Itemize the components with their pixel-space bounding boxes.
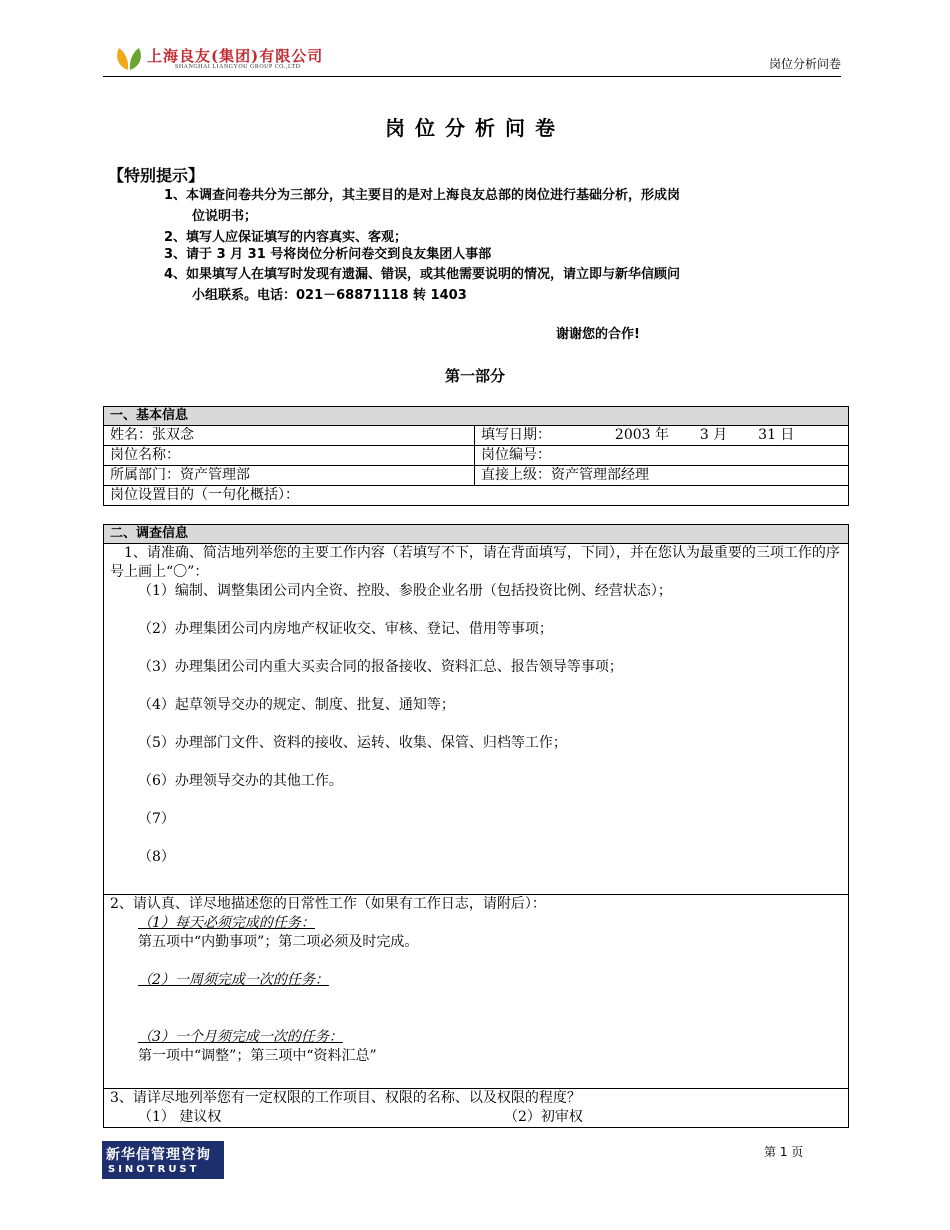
q1-item: （2）办理集团公司内房地产权证收交、审核、登记、借用等事项；	[138, 621, 553, 637]
notice-item-1	[164, 185, 814, 227]
date-year: 2003 年	[614, 427, 669, 443]
q1-item: （7）	[138, 811, 175, 827]
date-month: 3 月	[699, 427, 728, 443]
fill-date-cell[interactable]	[475, 426, 849, 446]
q2-daily-answer: 第五项中“内勤事项”；第二项必须及时完成。	[138, 934, 419, 950]
company-name-en: SHANGHAI LIANGYOU GROUP CO.,LTD	[175, 64, 301, 70]
superior-cell[interactable]: 直接上级：资产管理部经理	[475, 466, 849, 486]
q2-cell[interactable]	[104, 895, 849, 1089]
notice-item-text: 小组联系。电话：021－68871118 转 1403	[192, 288, 467, 303]
section-header-basic: 一、基本信息	[104, 407, 849, 426]
notice-item-4	[164, 264, 814, 306]
q3-items	[110, 1108, 842, 1127]
q2-monthly-label: （3）一个月须完成一次的任务：	[138, 1029, 343, 1045]
q2-weekly-label: （2）一周须完成一次的任务：	[138, 972, 329, 988]
notice-title: 【特别提示】	[108, 166, 205, 185]
q1-item: （1）编制、调整集团公司内全资、控股、参股企业名册（包括投资比例、经营状态）；	[138, 583, 672, 599]
q1-item: （3）办理集团公司内重大买卖合同的报备接收、资料汇总、报告领导等事项；	[138, 659, 623, 675]
notice-item-text: 4、如果填写人在填写时发现有遗漏、错误，或其他需要说明的情况，请立即与新华信顾问	[164, 267, 681, 282]
page-header	[103, 42, 841, 77]
name-cell[interactable]: 姓名：张双念	[104, 426, 475, 446]
leaf-logo-icon	[115, 46, 143, 72]
position-name-cell[interactable]: 岗位名称：	[104, 446, 475, 466]
purpose-cell[interactable]: 岗位设置目的（一句化概括）：	[104, 486, 849, 506]
notice-item-text: 2、填写人应保证填写的内容真实、客观；	[164, 230, 408, 245]
date-label: 填写日期：	[481, 427, 551, 443]
footer-logo-en: SINOTRUST	[108, 1164, 200, 1175]
header-doc-name: 岗位分析问卷	[768, 57, 841, 71]
part-title: 第一部分	[444, 367, 505, 385]
sinotrust-logo	[102, 1141, 224, 1179]
notice-item-text: 3、请于 3 月 31 号将岗位分析问卷交到良友集团人事部	[164, 247, 492, 262]
thanks-text: 谢谢您的合作!	[556, 327, 640, 342]
q3-item: （1） 建议权	[138, 1109, 222, 1125]
q2-daily-label: （1）每天必须完成的任务：	[138, 915, 315, 931]
basic-info-table	[103, 406, 849, 506]
q3-item: （2）初审权	[504, 1109, 583, 1125]
page-title: 岗位分析问卷	[385, 116, 565, 140]
q1-item: （4）起草领导交办的规定、制度、批复、通知等；	[138, 697, 455, 713]
notice-item-text: 1、本调查问卷共分为三部分，其主要目的是对上海良友总部的岗位进行基础分析，形成岗	[164, 188, 681, 203]
q1-item: （5）办理部门文件、资料的接收、运转、收集、保管、归档等工作；	[138, 735, 567, 751]
department-cell[interactable]: 所属部门：资产管理部	[104, 466, 475, 486]
page-number: 第 1 页	[764, 1145, 804, 1159]
notice-item-text: 位说明书；	[192, 209, 258, 224]
section-header-survey: 二、调查信息	[104, 525, 849, 544]
position-no-cell[interactable]: 岗位编号：	[475, 446, 849, 466]
q2-text: 2、请认真、详尽地描述您的日常性工作（如果有工作日志，请附后）：	[110, 896, 546, 912]
q3-text: 3、请详尽地列举您有一定权限的工作项目、权限的名称、以及权限的程度？	[110, 1090, 581, 1106]
notice-item-3	[164, 244, 814, 265]
q1-item: （6）办理领导交办的其他工作。	[138, 773, 343, 789]
q1-cell[interactable]	[104, 544, 849, 895]
q1-item: （8）	[138, 849, 175, 865]
footer-logo-cn: 新华信管理咨询	[106, 1147, 211, 1163]
survey-table	[103, 524, 849, 1128]
q2-monthly-answer: 第一项中“调整”；第三项中“资料汇总”	[138, 1048, 377, 1064]
company-name-cn: 上海良友(集团)有限公司	[147, 47, 324, 65]
q1-text: 1、请准确、简洁地列举您的主要工作内容（若填写不下，请在背面填写，下同），并在您认为最重要的三项工作的序号上画上“〇”：	[110, 545, 840, 580]
date-day: 31 日	[758, 427, 795, 443]
q3-cell[interactable]	[104, 1089, 849, 1128]
